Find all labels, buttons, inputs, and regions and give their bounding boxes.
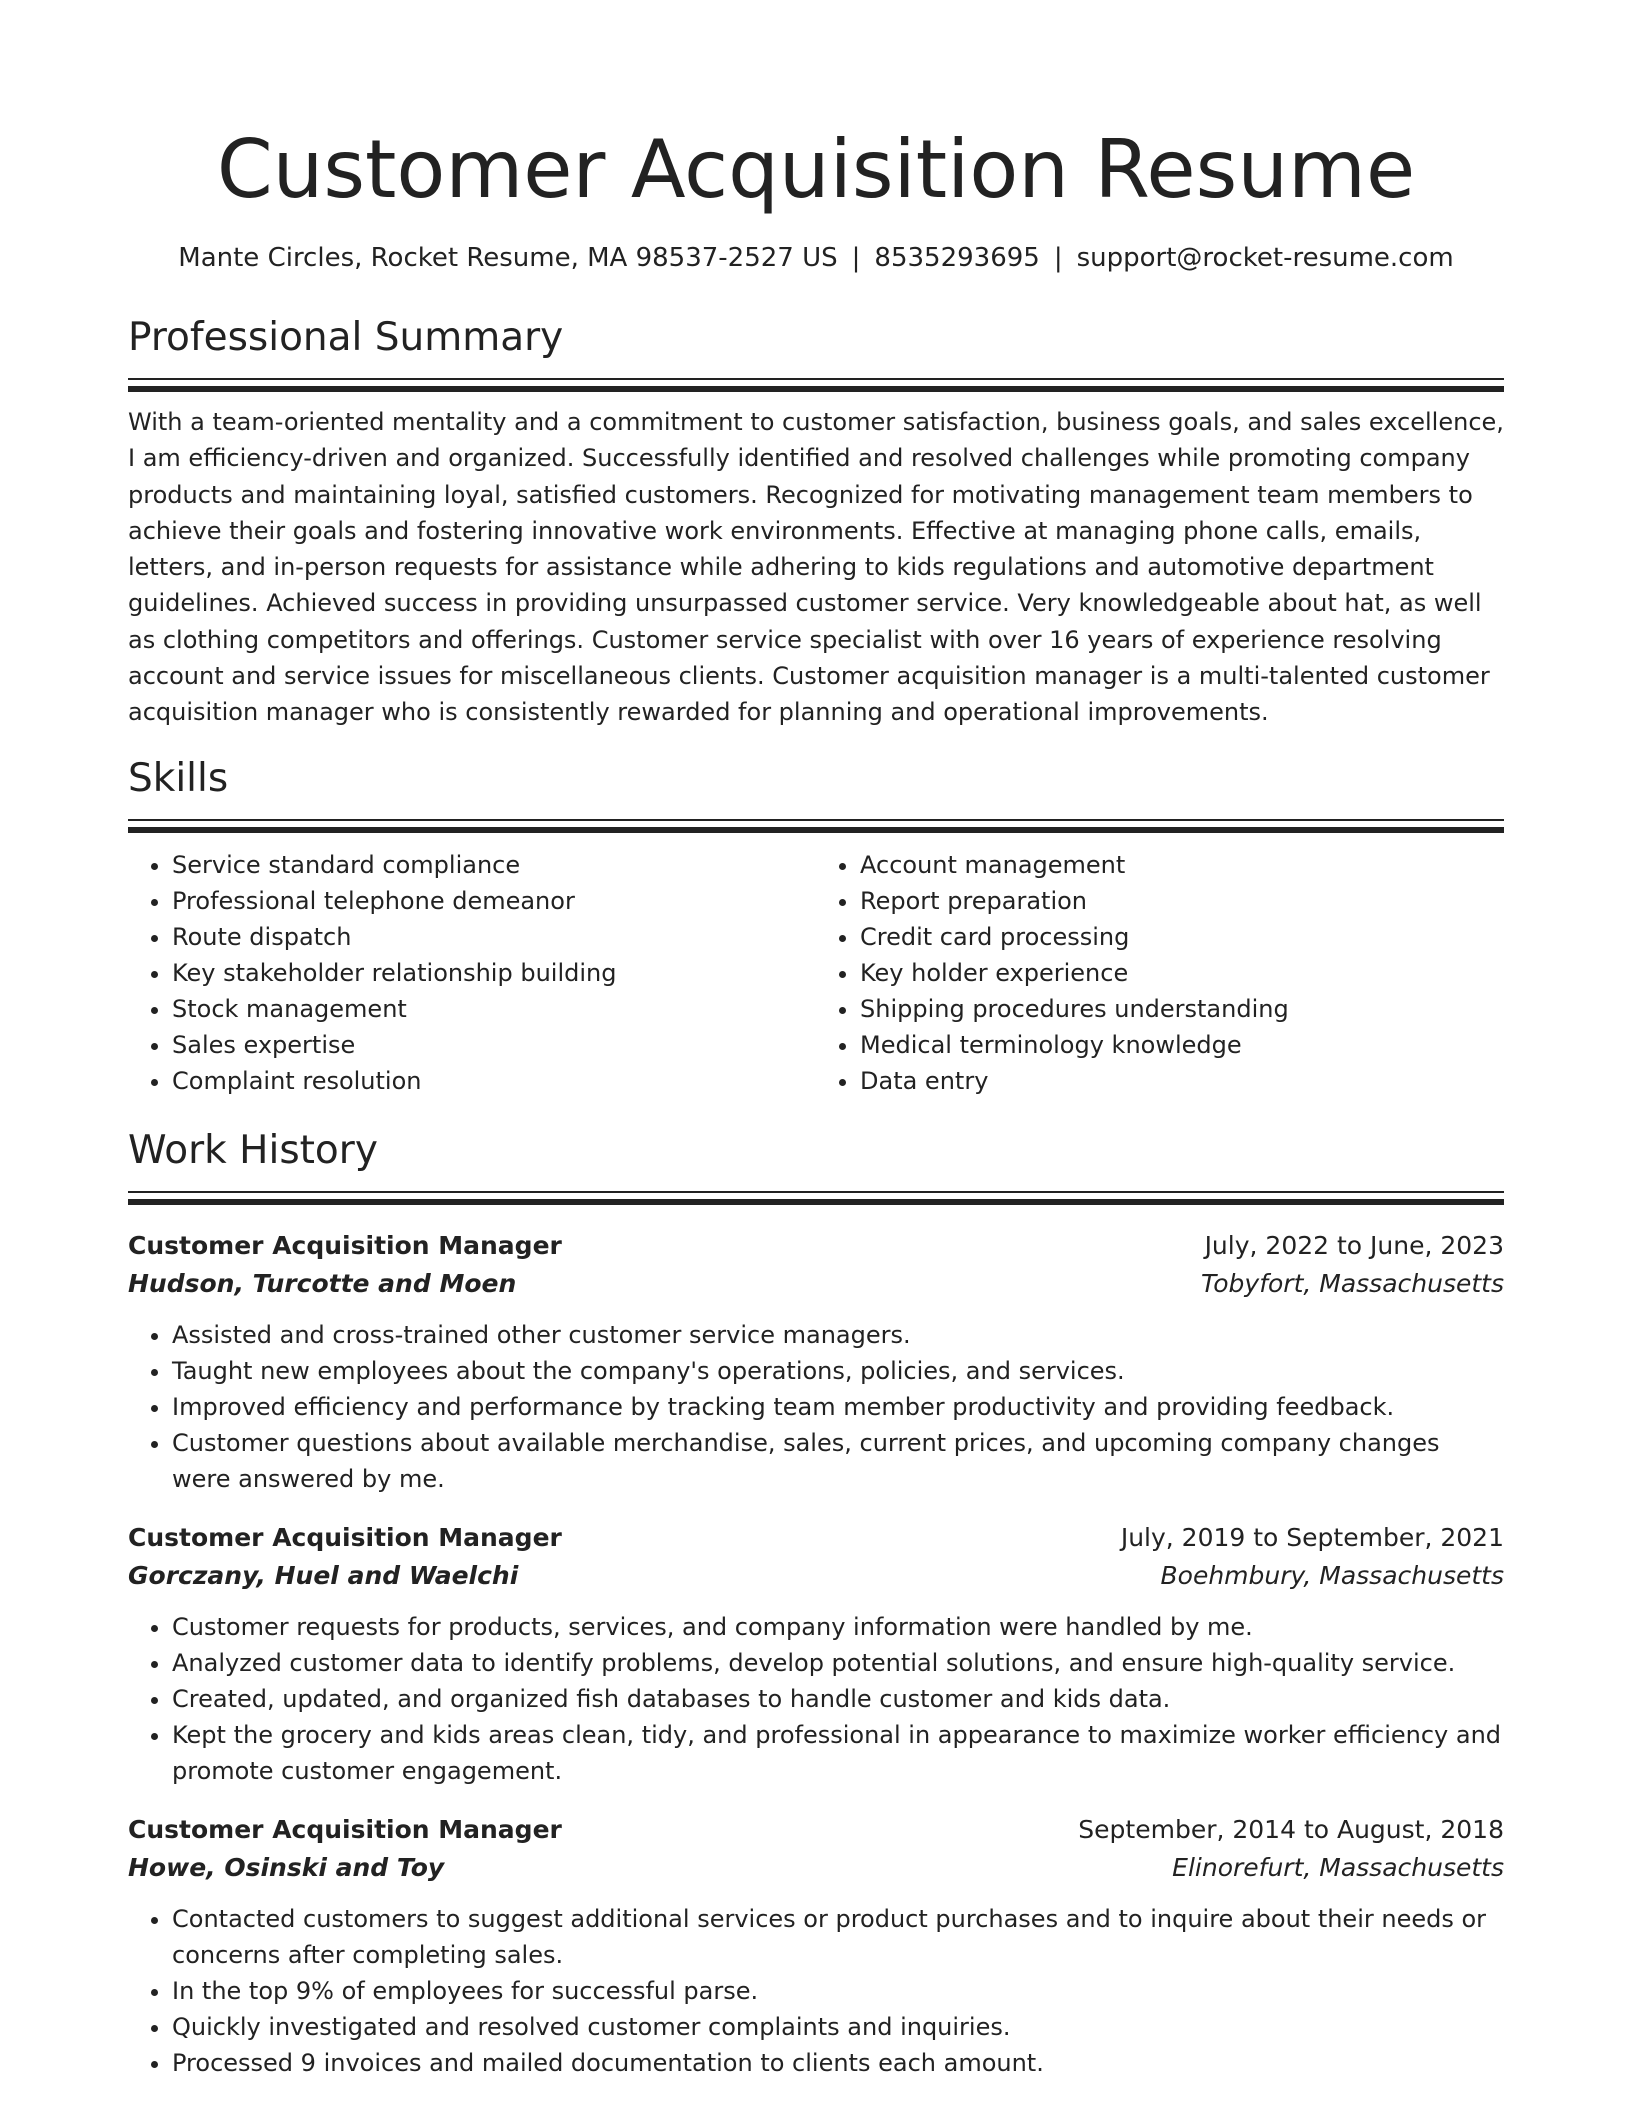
skill-item: • Sales expertise	[172, 1027, 816, 1063]
skills-column-right	[816, 847, 1504, 1099]
job-company: Hudson, Turcotte and Moen	[128, 1268, 517, 1298]
contact-line	[128, 242, 1504, 274]
section-divider	[128, 1191, 1504, 1193]
job-company-row	[128, 1557, 1504, 1595]
job-bullets	[128, 1901, 1504, 2081]
summary-heading: Professional Summary	[128, 315, 564, 360]
skill-item: • Key holder experience	[860, 955, 1504, 991]
job-bullet: • Quickly investigated and resolved customer complaints and inquiries.	[172, 2009, 1504, 2045]
work-history-section	[128, 1127, 1504, 2081]
job-company: Howe, Osinski and Toy	[128, 1852, 445, 1882]
job-header-row	[128, 1227, 1504, 1265]
job-location: Elinorefurt, Massachusetts	[1172, 1852, 1504, 1882]
skills-heading: Skills	[128, 755, 229, 801]
job-location: Boehmbury, Massachusetts	[1160, 1560, 1504, 1590]
job-title: Customer Acquisition Manager	[128, 1814, 562, 1844]
job-bullet: • In the top 9% of employees for successful parse.	[172, 1973, 1504, 2009]
skill-item: • Credit card processing	[860, 919, 1504, 955]
summary-section	[128, 314, 1504, 731]
skill-item: • Professional telephone demeanor	[172, 883, 816, 919]
job-bullets	[128, 1317, 1504, 1497]
contact-separator: |	[1053, 243, 1063, 273]
skill-item: • Key stakeholder relationship building	[172, 955, 816, 991]
section-divider	[128, 827, 1504, 833]
skill-item: • Data entry	[860, 1063, 1504, 1099]
job-bullet: • Taught new employees about the company's operations, policies, and services.	[172, 1353, 1504, 1389]
skill-item: • Report preparation	[860, 883, 1504, 919]
contact-separator: |	[851, 243, 861, 273]
job-dates: September, 2014 to August, 2018	[1078, 1814, 1504, 1844]
skill-item: • Stock management	[172, 991, 816, 1027]
job-header-row	[128, 1811, 1504, 1849]
skill-item: • Account management	[860, 847, 1504, 883]
page-title: Customer Acquisition Resume	[216, 123, 1416, 216]
contact-phone: 8535293695	[874, 243, 1040, 273]
job-location: Tobyfort, Massachusetts	[1201, 1268, 1504, 1298]
job-company-row	[128, 1265, 1504, 1303]
job-bullet: • Customer questions about available merchandise, sales, current prices, and upcoming company changes were answered by me.	[172, 1425, 1504, 1497]
job-bullet: • Contacted customers to suggest additional services or product purchases and to inquire about their needs or concerns after completing sales.	[172, 1901, 1504, 1973]
job-bullet: • Kept the grocery and kids areas clean, tidy, and professional in appearance to maximize worker efficiency and promote customer engagement.	[172, 1717, 1504, 1789]
job-bullet: • Assisted and cross-trained other customer service managers.	[172, 1317, 1504, 1353]
skills-list	[128, 847, 1504, 1099]
job-dates: July, 2019 to September, 2021	[1120, 1522, 1504, 1552]
job-title: Customer Acquisition Manager	[128, 1230, 562, 1260]
job-entry	[128, 1811, 1504, 2081]
job-bullets	[128, 1609, 1504, 1789]
skill-item: • Service standard compliance	[172, 847, 816, 883]
section-divider	[128, 819, 1504, 821]
contact-email: support@rocket-resume.com	[1076, 243, 1454, 273]
job-entry	[128, 1519, 1504, 1789]
job-header-row	[128, 1519, 1504, 1557]
job-company-row	[128, 1849, 1504, 1887]
job-dates: July, 2022 to June, 2023	[1204, 1230, 1504, 1260]
skill-item: • Complaint resolution	[172, 1063, 816, 1099]
skills-section	[128, 755, 1504, 1099]
section-divider	[128, 386, 1504, 392]
job-bullet: • Customer requests for products, services, and company information were handled by me.	[172, 1609, 1504, 1645]
section-divider	[128, 378, 1504, 380]
job-company: Gorczany, Huel and Waelchi	[128, 1560, 519, 1590]
job-title: Customer Acquisition Manager	[128, 1522, 562, 1552]
job-entry	[128, 1227, 1504, 1497]
skill-item: • Medical terminology knowledge	[860, 1027, 1504, 1063]
job-bullet: • Processed 9 invoices and mailed documentation to clients each amount.	[172, 2045, 1504, 2081]
work-history-heading: Work History	[128, 1127, 378, 1173]
job-bullet: • Analyzed customer data to identify problems, develop potential solutions, and ensure high-quality service.	[172, 1645, 1504, 1681]
skill-item: • Route dispatch	[172, 919, 816, 955]
section-divider	[128, 1199, 1504, 1205]
skills-column-left	[128, 847, 816, 1099]
job-bullet: • Created, updated, and organized fish databases to handle customer and kids data.	[172, 1681, 1504, 1717]
job-bullet: • Improved efficiency and performance by tracking team member productivity and providing feedback.	[172, 1389, 1504, 1425]
contact-address: Mante Circles, Rocket Resume, MA 98537-2527 US	[178, 243, 838, 273]
skill-item: • Shipping procedures understanding	[860, 991, 1504, 1027]
summary-text: With a team-oriented mentality and a commitment to customer satisfaction, business goals, and sales excellence, I am efficiency-driven and organized. Successfully identified and resolved challenges while promoting company products and maintaining loyal, satisfied customers. Recognized for motivating management team members to achieve their goals and fostering innovative work environments. Effective at managing phone calls, emails, letters, and in-person requests for assistance while adhering to kids regulations and automotive department guidelines. Achieved success in providing unsurpassed customer service. Very knowledgeable about hat, as well as clothing competitors and offerings. Customer service specialist with over 16 years of experience resolving account and service issues for miscellaneous clients. Customer acquisition manager is a multi-talented customer acquisition manager who is consistently rewarded for planning and operational improvements.	[128, 408, 1504, 727]
